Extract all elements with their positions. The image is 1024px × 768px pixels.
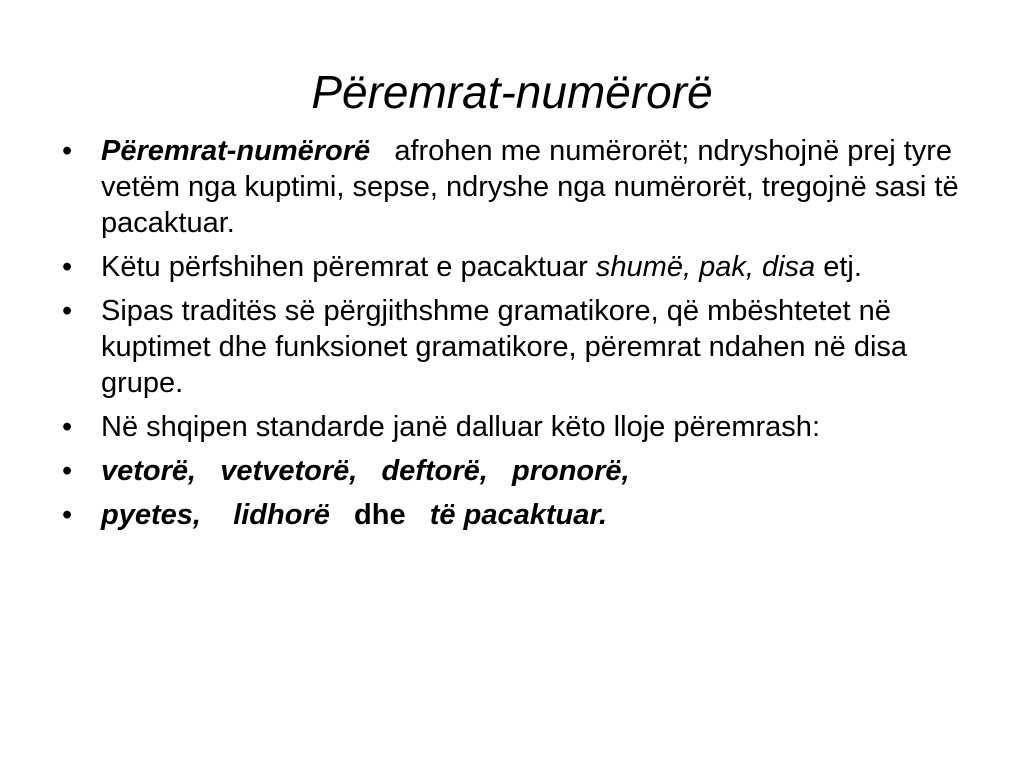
- example-word: disa: [761, 251, 816, 283]
- pronoun-type: deftorë,: [381, 455, 488, 487]
- example-word: pak,: [699, 251, 754, 283]
- bullet-icon: •: [62, 499, 73, 531]
- bullet-item-6: [62, 497, 962, 533]
- conjunction: dhe: [354, 499, 406, 531]
- pronoun-type: të pacaktuar.: [429, 499, 608, 531]
- bullet-list: [62, 133, 962, 541]
- bullet-icon: •: [62, 411, 73, 443]
- bullet-text: afrohen me numërorët; ndryshojnë prej tyre vetëm nga kuptimi, sepse, ndryshe nga numërorët, tregojnë sasi të pacaktuar.: [101, 135, 959, 239]
- bullet-text: Këtu përfshihen përemrat e pacaktuar: [101, 251, 596, 283]
- pronoun-type: vetvetorë,: [220, 455, 358, 487]
- bullet-item-2: [62, 249, 962, 285]
- bullet-icon: •: [62, 251, 73, 283]
- example-word: shumë,: [595, 251, 692, 283]
- bullet-text-end: etj.: [815, 251, 862, 283]
- bullet-item-1: [62, 133, 962, 241]
- bullet-item-5: [62, 453, 962, 489]
- pronoun-type: lidhorë: [233, 499, 330, 531]
- term-text: Përemrat-numërorë: [101, 135, 371, 167]
- bullet-item-4: [62, 409, 962, 445]
- pronoun-type: pronorë,: [511, 455, 630, 487]
- pronoun-type: vetorë,: [101, 455, 197, 487]
- pronoun-type: pyetes,: [101, 499, 201, 531]
- bullet-text: Në shqipen standarde janë dalluar këto lloje përemrash:: [101, 411, 820, 443]
- bullet-icon: •: [62, 295, 73, 327]
- bullet-icon: •: [62, 135, 73, 167]
- slide-title: Përemrat-numërorë: [311, 66, 713, 118]
- bullet-item-3: [62, 293, 962, 401]
- bullet-icon: •: [62, 455, 73, 487]
- bullet-text: Sipas traditës së përgjithshme gramatikore, që mbështetet në kuptimet dhe funksionet gramatikore, përemrat ndahen në disa grupe.: [101, 295, 908, 399]
